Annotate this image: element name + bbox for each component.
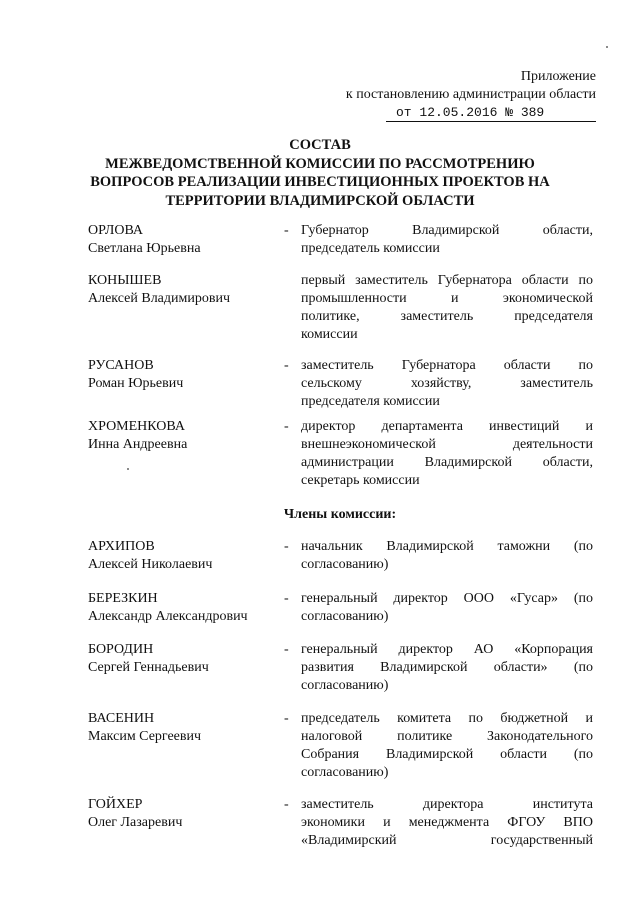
given-name: Сергей Геннадьевич bbox=[88, 660, 209, 675]
role-line: Собрания Владимирской области (по bbox=[301, 747, 593, 762]
given-name: Инна Андреевна bbox=[88, 437, 188, 452]
given-name: Светлана Юрьевна bbox=[88, 241, 201, 256]
role-line: первый заместитель Губернатора области по bbox=[301, 273, 593, 288]
role-line: внешнеэкономической деятельности bbox=[301, 437, 593, 452]
role-line: Губернатор Владимирской области, bbox=[301, 223, 593, 238]
role-line: развития Владимирской области» (по bbox=[301, 660, 593, 675]
role-line: сельскому хозяйству, заместитель bbox=[301, 376, 593, 391]
given-name: Алексей Владимирович bbox=[88, 291, 231, 306]
surname: КОНЫШЕВ bbox=[88, 273, 162, 288]
role-line: согласованию) bbox=[301, 609, 389, 624]
surname: ОРЛОВА bbox=[88, 223, 144, 238]
person-role bbox=[301, 590, 593, 626]
person-role bbox=[301, 796, 593, 850]
given-name: Олег Лазаревич bbox=[88, 815, 183, 830]
role-line: председатель комитета по бюджетной и bbox=[301, 711, 593, 726]
given-name: Максим Сергеевич bbox=[88, 729, 202, 744]
role-line: комиссии bbox=[301, 327, 358, 342]
dash: - bbox=[284, 642, 289, 657]
role-line: администрации Владимирской области, bbox=[301, 455, 593, 470]
dash: - bbox=[284, 358, 289, 373]
person-name bbox=[88, 538, 288, 574]
appendix-reference: к постановлению администрации области bbox=[345, 87, 596, 102]
surname: ВАСЕНИН bbox=[88, 711, 155, 726]
surname: ХРОМЕНКОВА bbox=[88, 419, 185, 434]
role-line: председателя комиссии bbox=[301, 394, 440, 409]
appendix-block bbox=[346, 68, 596, 122]
role-line: согласованию) bbox=[301, 557, 389, 572]
role-line: налоговой политике Законодательного bbox=[301, 729, 593, 744]
role-line: директор департамента инвестиций и bbox=[301, 419, 593, 434]
dash: - bbox=[284, 539, 289, 554]
person-role bbox=[301, 418, 593, 490]
person-name bbox=[88, 418, 288, 454]
role-line: «Владимирский государственный bbox=[301, 833, 593, 848]
role-line: промышленности и экономической bbox=[301, 291, 593, 306]
scan-speck bbox=[606, 46, 608, 48]
document-title bbox=[0, 136, 640, 210]
decree-number: от 12.05.2016 № 389 bbox=[386, 104, 596, 122]
person-role bbox=[301, 641, 593, 695]
person-name bbox=[88, 590, 288, 626]
title-line-1: СОСТАВ bbox=[289, 137, 351, 153]
person-name bbox=[88, 222, 288, 258]
role-line: согласованию) bbox=[301, 678, 389, 693]
dash: - bbox=[284, 711, 289, 726]
given-name: Алексей Николаевич bbox=[88, 557, 213, 572]
surname: ГОЙХЕР bbox=[88, 797, 143, 812]
title-line-3: ВОПРОСОВ РЕАЛИЗАЦИИ ИНВЕСТИЦИОННЫХ ПРОЕКТОВ НА bbox=[90, 174, 550, 190]
person-role bbox=[301, 222, 593, 258]
person-role bbox=[301, 357, 593, 411]
scan-speck bbox=[127, 468, 129, 470]
person-role bbox=[301, 538, 593, 574]
person-name bbox=[88, 641, 288, 677]
dash: - bbox=[284, 591, 289, 606]
surname: БЕРЕЗКИН bbox=[88, 591, 158, 606]
role-line: заместитель Губернатора области по bbox=[301, 358, 593, 373]
members-heading: Члены комиссии: bbox=[283, 507, 397, 522]
role-line: заместитель директора института bbox=[301, 797, 593, 812]
title-line-4: ТЕРРИТОРИИ ВЛАДИМИРСКОЙ ОБЛАСТИ bbox=[165, 192, 475, 209]
title-line-2: МЕЖВЕДОМСТВЕННОЙ КОМИССИИ ПО РАССМОТРЕНИЮ bbox=[105, 155, 535, 172]
given-name: Александр Александрович bbox=[88, 609, 248, 624]
appendix-title: Приложение bbox=[520, 69, 596, 84]
surname: БОРОДИН bbox=[88, 642, 154, 657]
surname: РУСАНОВ bbox=[88, 358, 154, 373]
dash: - bbox=[284, 223, 289, 238]
surname: АРХИПОВ bbox=[88, 539, 155, 554]
role-line: согласованию) bbox=[301, 765, 389, 780]
role-line: председатель комиссии bbox=[301, 241, 440, 256]
role-line: генеральный директор ООО «Гусар» (по bbox=[301, 591, 593, 606]
role-line: секретарь комиссии bbox=[301, 473, 420, 488]
given-name: Роман Юрьевич bbox=[88, 376, 184, 391]
dash: - bbox=[284, 419, 289, 434]
person-role bbox=[301, 710, 593, 782]
role-line: начальник Владимирской таможни (по bbox=[301, 539, 593, 554]
role-line: политике, заместитель председателя bbox=[301, 309, 593, 324]
person-role bbox=[301, 272, 593, 344]
person-name bbox=[88, 357, 288, 393]
role-line: генеральный директор АО «Корпорация bbox=[301, 642, 593, 657]
person-name bbox=[88, 796, 288, 832]
person-name bbox=[88, 710, 288, 746]
role-line: экономики и менеджмента ФГОУ ВПО bbox=[301, 815, 593, 830]
person-name bbox=[88, 272, 288, 308]
dash: - bbox=[284, 797, 289, 812]
